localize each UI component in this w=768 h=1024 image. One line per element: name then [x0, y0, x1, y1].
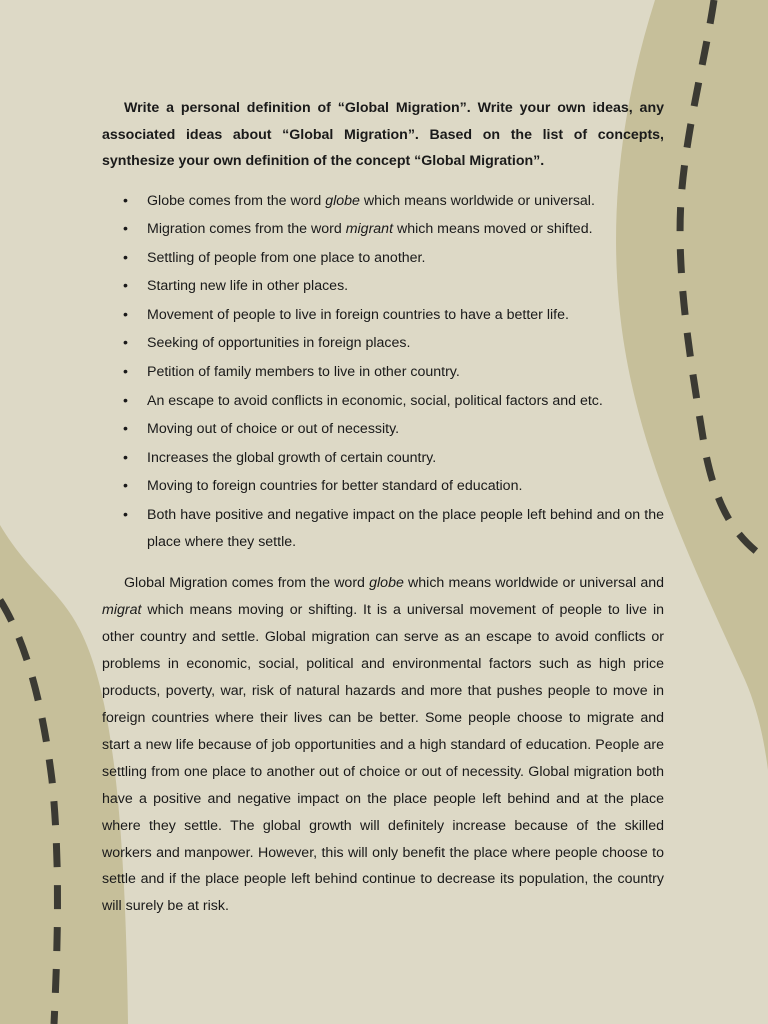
concept-list-item [102, 302, 664, 329]
bullet-icon: • [123, 306, 128, 323]
concept-text: which means worldwide or universal. [359, 192, 595, 209]
bullet-icon: • [123, 278, 128, 295]
bullet-icon: • [123, 249, 128, 266]
concept-text: which means moved or shifted. [393, 221, 593, 238]
bullet-icon: • [123, 507, 128, 524]
definition-text: which means moving or shifting. It is a universal movement of people to live in other country and settle. Global migration can serve as an escape to avoid conflicts or problems in economic, social, political and environmental factors such as high price products, poverty, war, risk of natural hazards and more that pushes people to move in foreign countries where their lives can be better. Some people choose to migrate and start a new life because of job opportunities and a high standard of education. People are settling from one place to another out of choice or out of necessity. Global migration both have a positive and negative impact on the place people left behind and at the place where they settle. The global growth will definitely increase because of the skilled workers and manpower. However, this will only benefit the place where people choose to settle and if the place people left behind continue to decrease its population, the country will surely be at risk. [102, 602, 664, 915]
concept-italic-term: migrant [345, 221, 394, 238]
definition-italic-term: globe [369, 575, 404, 592]
concept-text: Starting new life in other places. [147, 278, 349, 295]
definition-italic-term: migrat [102, 602, 142, 619]
concept-list-item [102, 388, 664, 415]
bullet-icon: • [123, 335, 128, 352]
bullet-icon: • [123, 192, 128, 209]
definition-text: Global Migration comes from the word [124, 575, 370, 592]
concept-italic-term: globe [325, 192, 360, 209]
concept-list-item [102, 330, 664, 357]
concept-text: Both have positive and negative impact on the place people left behind and on the place where they settle. [147, 507, 664, 550]
concept-text: Migration comes from the word [147, 221, 346, 238]
concept-list-item [102, 473, 664, 500]
definition-text: which means worldwide or universal and [403, 575, 664, 592]
concepts-list [102, 188, 664, 556]
bullet-icon: • [123, 421, 128, 438]
bullet-icon: • [123, 221, 128, 238]
concept-text: Globe comes from the word [147, 192, 326, 209]
document-page [102, 95, 664, 920]
concept-list-item [102, 445, 664, 472]
concept-list-item [102, 245, 664, 272]
concept-list-item [102, 416, 664, 443]
bullet-icon: • [123, 392, 128, 409]
bullet-icon: • [123, 478, 128, 495]
bullet-icon: • [123, 364, 128, 381]
concept-list-item [102, 216, 664, 243]
concept-list-item [102, 502, 664, 555]
concept-list-item [102, 359, 664, 386]
bullet-icon: • [123, 449, 128, 466]
concept-text: An escape to avoid conflicts in economic, social, political factors and etc. [147, 392, 603, 409]
concept-text: Moving out of choice or out of necessity. [147, 421, 400, 438]
concept-text: Petition of family members to live in other country. [147, 364, 460, 381]
concept-text: Increases the global growth of certain country. [147, 449, 437, 466]
concept-text: Settling of people from one place to another. [147, 249, 426, 266]
concept-text: Movement of people to live in foreign countries to have a better life. [147, 306, 569, 323]
concept-text: Moving to foreign countries for better standard of education. [147, 478, 523, 495]
concept-list-item [102, 188, 664, 215]
concept-list-item [102, 273, 664, 300]
definition-paragraph [102, 570, 664, 920]
concept-text: Seeking of opportunities in foreign places. [147, 335, 411, 352]
instructions-paragraph: Write a personal definition of “Global Migration”. Write your own ideas, any associated ideas about “Global Migration”. Based on the list of concepts, synthesize your own definition of the concept “Global Migration”. [102, 100, 664, 169]
